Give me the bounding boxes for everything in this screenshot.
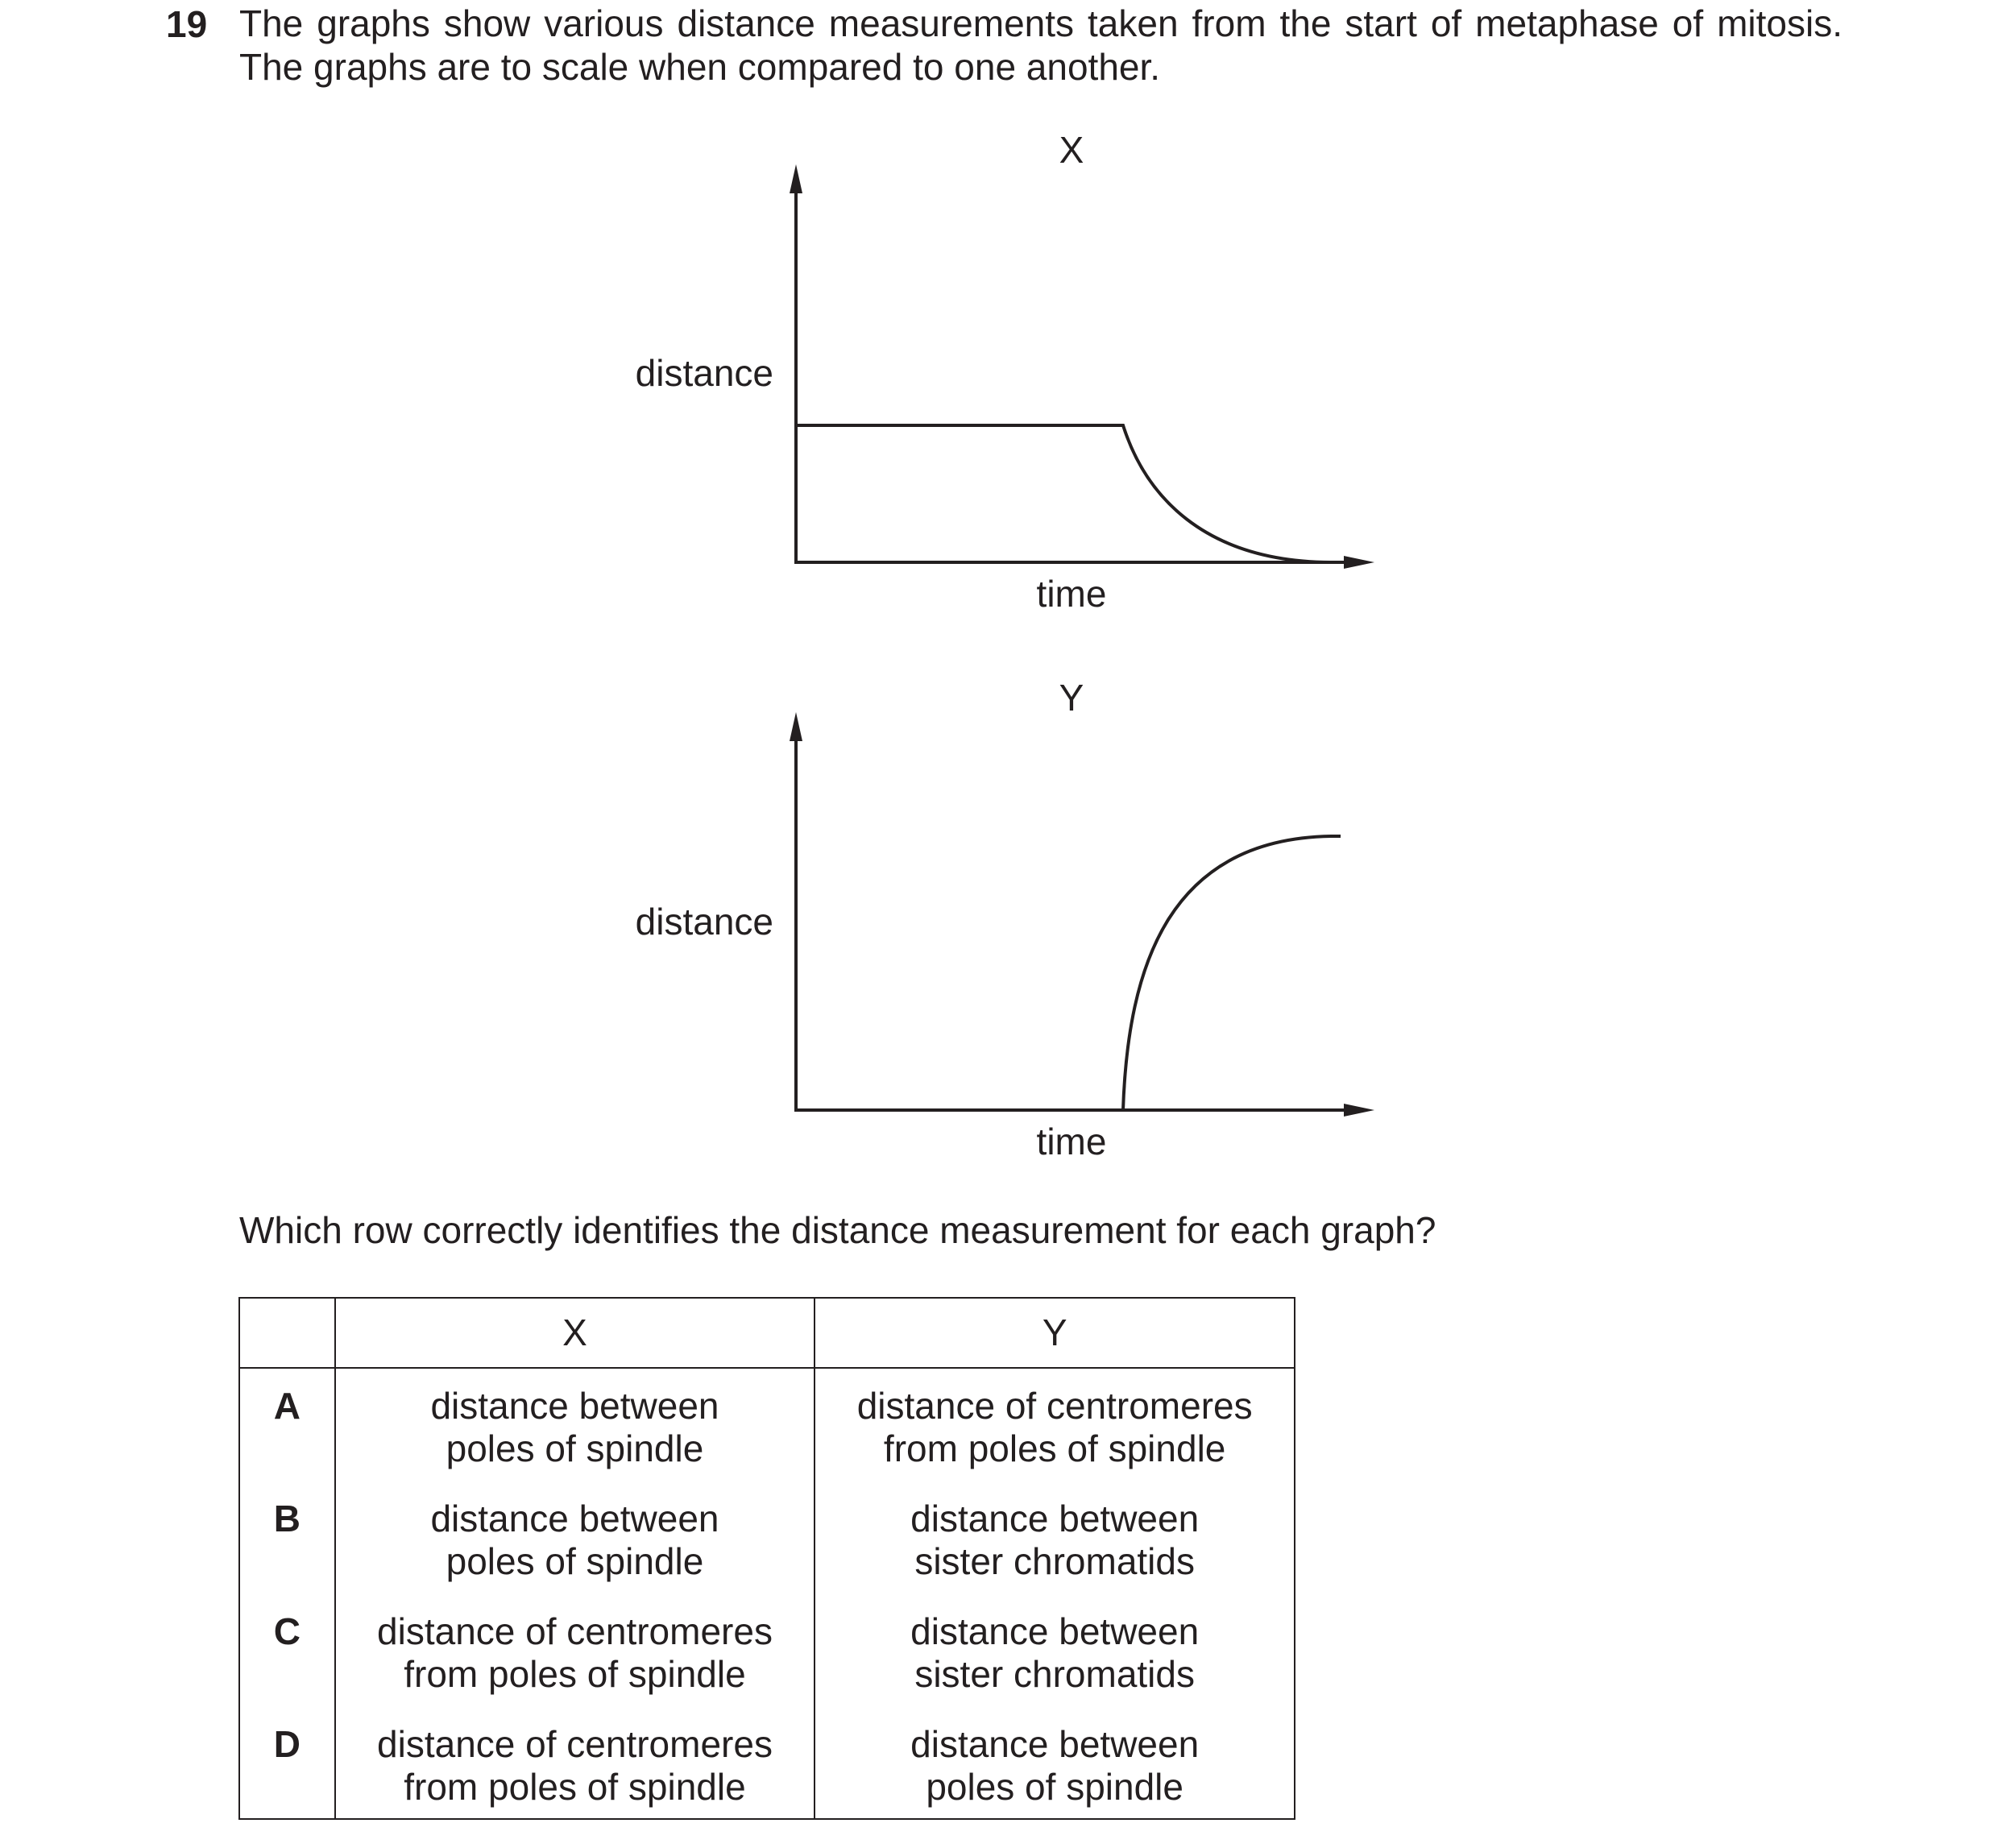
cell-line: distance of centromeres (856, 1385, 1253, 1427)
cell-line: distance between (910, 1723, 1200, 1765)
cell-line: distance between (910, 1610, 1200, 1652)
graph-x-y-axis-arrowhead (790, 164, 802, 193)
table-row (239, 1368, 1295, 1481)
cell-line: distance of centromeres (377, 1723, 773, 1765)
table-header-y: Y (815, 1298, 1295, 1368)
table-row (239, 1707, 1295, 1819)
question-text-line-1: The graphs show various distance measurements taken from the start of metaphase of mitosis. (239, 2, 1843, 44)
cell-line: from poles of spindle (883, 1427, 1226, 1469)
cell-line: distance between (910, 1498, 1200, 1539)
option-x-cell (335, 1368, 815, 1481)
table-header-x: X (335, 1298, 815, 1368)
question-text-line-2: The graphs are to scale when compared to one another. (239, 46, 1161, 88)
graph-x-title: X (1059, 129, 1084, 171)
graph-y-y-axis-arrowhead (790, 712, 802, 741)
graph-x (636, 129, 1374, 615)
option-x-cell (335, 1594, 815, 1707)
question-number: 19 (166, 3, 208, 45)
question-prompt: Which row correctly identifies the distance measurement for each graph? (239, 1209, 1436, 1251)
cell-line: poles of spindle (926, 1766, 1183, 1808)
option-letter: D (239, 1707, 335, 1819)
cell-line: distance of centromeres (377, 1610, 773, 1652)
graph-y-ylabel: distance (635, 901, 773, 943)
graph-x-xlabel: time (1036, 573, 1107, 615)
option-x-cell (335, 1707, 815, 1819)
graph-x-curve (796, 425, 1337, 562)
table-row (239, 1594, 1295, 1707)
cell-line: poles of spindle (446, 1427, 704, 1469)
table-header-blank (239, 1298, 335, 1368)
option-y-cell (815, 1481, 1295, 1594)
cell-line: sister chromatids (914, 1653, 1195, 1695)
graph-x-ylabel: distance (635, 352, 773, 394)
option-letter: C (239, 1594, 335, 1707)
option-letter: A (239, 1368, 335, 1481)
graph-y-xlabel: time (1036, 1121, 1107, 1162)
graph-y-curve (1123, 836, 1341, 1110)
cell-line: from poles of spindle (404, 1653, 746, 1695)
cell-line: from poles of spindle (404, 1766, 746, 1808)
table-header-row (239, 1298, 1295, 1368)
option-letter: B (239, 1481, 335, 1594)
graph-y-title: Y (1059, 677, 1084, 719)
graph-y (636, 677, 1374, 1162)
option-y-cell (815, 1707, 1295, 1819)
table-row (239, 1481, 1295, 1594)
cell-line: distance between (430, 1385, 719, 1427)
answer-table (238, 1297, 1295, 1820)
option-y-cell (815, 1594, 1295, 1707)
graph-y-x-axis-arrowhead (1344, 1104, 1374, 1117)
cell-line: distance between (430, 1498, 719, 1539)
cell-line: poles of spindle (446, 1540, 704, 1582)
cell-line: sister chromatids (914, 1540, 1195, 1582)
option-x-cell (335, 1481, 815, 1594)
option-y-cell (815, 1368, 1295, 1481)
graph-x-x-axis-arrowhead (1344, 556, 1374, 569)
